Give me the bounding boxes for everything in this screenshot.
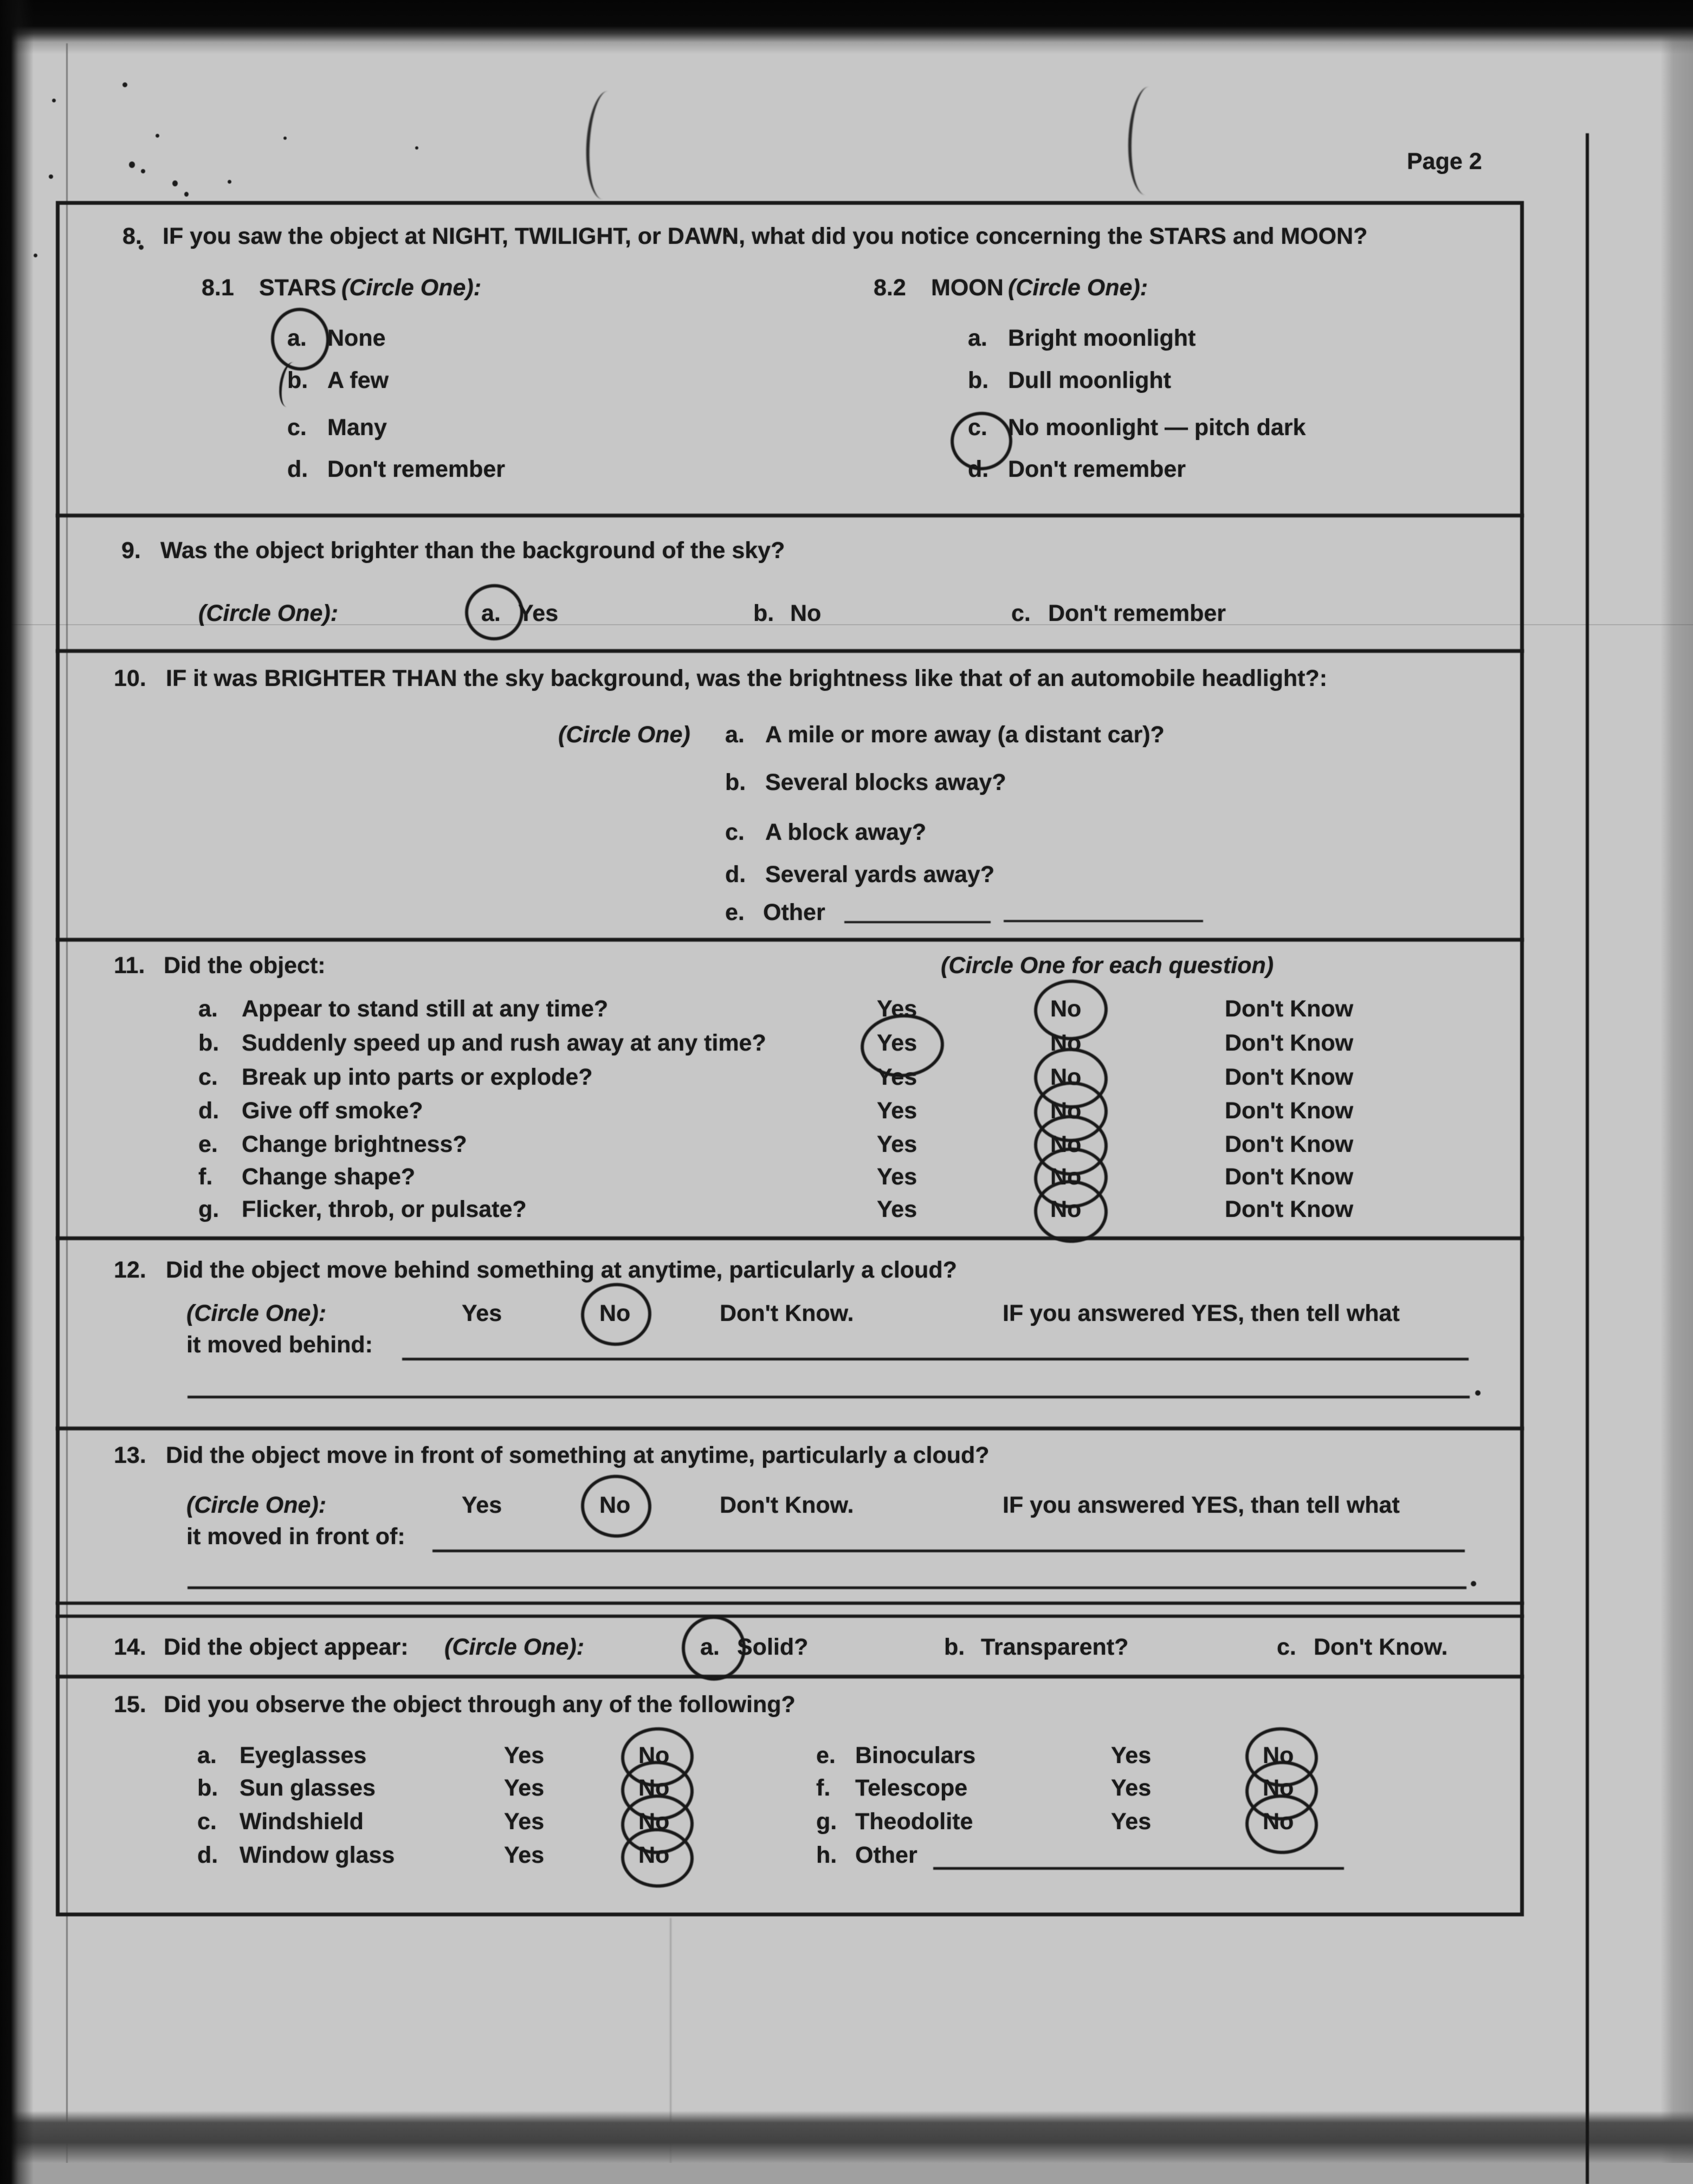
scan-bottom-band bbox=[0, 2111, 1693, 2167]
row-letter: e. bbox=[198, 1131, 218, 1157]
row-text: Give off smoke? bbox=[242, 1098, 423, 1124]
question-number: 14. bbox=[114, 1634, 146, 1660]
speck bbox=[228, 180, 231, 184]
page-number: Page 2 bbox=[1407, 148, 1482, 174]
no-option: No bbox=[638, 1809, 670, 1835]
option-letter: d. bbox=[968, 456, 989, 482]
row-text: Change brightness? bbox=[242, 1131, 467, 1157]
dont-know-option: Don't Know bbox=[1225, 1164, 1354, 1190]
sub-label: 8.2 bbox=[874, 275, 906, 301]
section-divider bbox=[56, 1427, 1524, 1430]
option-text: Don't Know. bbox=[1314, 1634, 1448, 1660]
option-letter: b. bbox=[944, 1634, 965, 1660]
section-divider bbox=[56, 1675, 1524, 1678]
row-letter: g. bbox=[816, 1809, 837, 1835]
option-text: Don't remember bbox=[327, 456, 506, 482]
option-letter: a. bbox=[700, 1634, 720, 1660]
speck bbox=[156, 134, 159, 138]
row-text: Change shape? bbox=[242, 1164, 416, 1190]
option-letter: b. bbox=[753, 600, 774, 626]
option-text: A block away? bbox=[765, 819, 927, 845]
option-letter: a. bbox=[725, 722, 745, 748]
blank-line bbox=[188, 1396, 1470, 1398]
yes-option: Yes bbox=[877, 1164, 917, 1190]
note-text: IF you answered YES, then tell what bbox=[1003, 1300, 1400, 1326]
question-text: Did the object appear: bbox=[164, 1634, 409, 1660]
lead-text: it moved in front of: bbox=[186, 1524, 405, 1550]
dont-know-option: Don't Know bbox=[1225, 1131, 1354, 1157]
yes-option: Yes bbox=[877, 1030, 917, 1056]
other-blank-line bbox=[1004, 920, 1203, 922]
question-number: 11. bbox=[114, 952, 145, 978]
row-letter: c. bbox=[198, 1064, 218, 1090]
dont-know-option: Don't Know bbox=[1225, 1030, 1354, 1056]
stray-arc-mark-left bbox=[584, 90, 627, 200]
row-text: Binoculars bbox=[855, 1742, 976, 1768]
row-text: Telescope bbox=[855, 1775, 968, 1801]
row-text: Appear to stand still at any time? bbox=[242, 996, 609, 1022]
no-option: No bbox=[1050, 996, 1082, 1022]
question-number: 9. bbox=[121, 537, 141, 563]
option-letter: d. bbox=[725, 861, 746, 887]
row-text: Window glass bbox=[240, 1842, 395, 1868]
sub-label: 8.1 bbox=[202, 275, 234, 301]
option-letter: e. bbox=[725, 899, 745, 925]
no-option: No bbox=[1050, 1131, 1082, 1157]
option-text: Don't remember bbox=[1008, 456, 1186, 482]
option-text: Bright moonlight bbox=[1008, 325, 1196, 351]
question-text: Did you observe the object through any of the following? bbox=[164, 1692, 796, 1718]
ink-dot bbox=[1475, 1390, 1481, 1396]
section-divider bbox=[56, 938, 1524, 942]
dont-know-option: Don't Know. bbox=[720, 1300, 854, 1326]
row-text: Windshield bbox=[240, 1809, 364, 1835]
no-option: No bbox=[1263, 1809, 1294, 1835]
yes-option: Yes bbox=[877, 1196, 917, 1222]
row-text: Suddenly speed up and rush away at any time? bbox=[242, 1030, 766, 1056]
question-text: Was the object brighter than the background of the sky? bbox=[160, 537, 785, 563]
option-text: Several yards away? bbox=[765, 861, 995, 887]
row-letter: b. bbox=[197, 1775, 218, 1801]
no-option: No bbox=[599, 1300, 631, 1326]
option-text: Several blocks away? bbox=[765, 769, 1006, 795]
other-blank-line bbox=[933, 1867, 1344, 1870]
section-divider bbox=[56, 1236, 1524, 1240]
speck bbox=[415, 146, 418, 150]
speck bbox=[283, 137, 287, 140]
option-letter: a. bbox=[968, 325, 987, 351]
question-text: Did the object: bbox=[164, 952, 326, 978]
option-letter: b. bbox=[725, 769, 746, 795]
yes-option: Yes bbox=[462, 1492, 502, 1518]
blank-line bbox=[188, 1586, 1466, 1589]
scan-bottom-edge bbox=[0, 2163, 1693, 2184]
no-option: No bbox=[1263, 1775, 1294, 1801]
blank-line bbox=[402, 1358, 1469, 1360]
option-text: None bbox=[327, 325, 386, 351]
no-option: No bbox=[638, 1775, 670, 1801]
speck bbox=[184, 192, 189, 197]
option-letter: d. bbox=[287, 456, 308, 482]
dont-know-option: Don't Know bbox=[1225, 996, 1354, 1022]
section-divider bbox=[56, 514, 1524, 517]
no-option: No bbox=[1050, 1164, 1082, 1190]
note-text: IF you answered YES, than tell what bbox=[1003, 1492, 1400, 1518]
circle-one-prompt: (Circle One): bbox=[341, 275, 482, 301]
circle-one-prompt: (Circle One): bbox=[198, 600, 339, 626]
option-text: A mile or more away (a distant car)? bbox=[765, 722, 1165, 748]
no-option: No bbox=[1050, 1030, 1082, 1056]
speck bbox=[129, 161, 135, 168]
yes-option: Yes bbox=[1111, 1809, 1152, 1835]
row-letter: h. bbox=[816, 1842, 837, 1868]
section-divider bbox=[56, 1602, 1524, 1605]
row-letter: d. bbox=[197, 1842, 218, 1868]
no-option: No bbox=[1263, 1742, 1294, 1768]
dont-know-option: Don't Know bbox=[1225, 1098, 1354, 1124]
no-option: No bbox=[1050, 1196, 1082, 1222]
row-letter: b. bbox=[198, 1030, 219, 1056]
section-divider bbox=[56, 1615, 1524, 1618]
option-text: No moonlight — pitch dark bbox=[1008, 414, 1306, 440]
scan-top-band bbox=[0, 0, 1693, 60]
question-text: Did the object move behind something at anytime, particularly a cloud? bbox=[166, 1257, 957, 1283]
row-text: Flicker, throb, or pulsate? bbox=[242, 1196, 527, 1222]
row-text: Other bbox=[855, 1842, 917, 1868]
row-letter: a. bbox=[198, 996, 218, 1022]
option-text: Dull moonlight bbox=[1008, 367, 1171, 393]
row-letter: d. bbox=[198, 1098, 219, 1124]
no-option: No bbox=[638, 1842, 670, 1868]
dont-know-option: Don't Know. bbox=[720, 1492, 854, 1518]
row-letter: f. bbox=[816, 1775, 831, 1801]
question-number: 15. bbox=[114, 1692, 146, 1718]
option-letter: c. bbox=[1011, 600, 1031, 626]
question-text: IF it was BRIGHTER THAN the sky background, was the brightness like that of an automobile headlight?: bbox=[166, 665, 1328, 691]
sub-title: STARS bbox=[259, 275, 337, 301]
circle-one-prompt: (Circle One) bbox=[558, 722, 690, 748]
no-option: No bbox=[1050, 1064, 1082, 1090]
row-letter: a. bbox=[197, 1742, 217, 1768]
speck bbox=[141, 169, 145, 173]
no-option: No bbox=[1050, 1098, 1082, 1124]
question-number: 13. bbox=[114, 1442, 146, 1468]
sub-title: MOON bbox=[931, 275, 1004, 301]
scan-left-edge bbox=[0, 0, 38, 2184]
question-text: IF you saw the object at NIGHT, TWILIGHT, or DAWN, what did you notice concerning the STARS and MOON? bbox=[163, 223, 1368, 249]
question-text: Did the object move in front of something at anytime, particularly a cloud? bbox=[166, 1442, 990, 1468]
option-text: Don't remember bbox=[1048, 600, 1226, 626]
yes-option: Yes bbox=[877, 1064, 917, 1090]
circle-one-prompt: (Circle One): bbox=[444, 1634, 585, 1660]
dont-know-option: Don't Know bbox=[1225, 1064, 1354, 1090]
yes-option: Yes bbox=[877, 1098, 917, 1124]
option-letter: b. bbox=[968, 367, 989, 393]
no-option: No bbox=[599, 1492, 631, 1518]
row-letter: e. bbox=[816, 1742, 836, 1768]
yes-option: Yes bbox=[504, 1842, 545, 1868]
dont-know-option: Don't Know bbox=[1225, 1196, 1354, 1222]
lead-text: it moved behind: bbox=[186, 1332, 373, 1358]
option-text: Solid? bbox=[737, 1634, 809, 1660]
paper-right-edge-line bbox=[1586, 133, 1589, 2184]
yes-option: Yes bbox=[462, 1300, 502, 1326]
other-blank-line bbox=[844, 921, 991, 923]
circle-one-prompt: (Circle One): bbox=[186, 1492, 327, 1518]
speck bbox=[49, 174, 53, 179]
option-text: Other bbox=[763, 899, 825, 925]
option-letter: c. bbox=[725, 819, 745, 845]
circle-one-prompt: (Circle One): bbox=[186, 1300, 327, 1326]
option-letter: c. bbox=[287, 414, 307, 440]
stray-arc-mark-right bbox=[1127, 86, 1168, 196]
speck bbox=[122, 82, 127, 87]
option-letter: a. bbox=[481, 600, 501, 626]
row-letter: f. bbox=[198, 1164, 213, 1190]
question-number: 10. bbox=[114, 665, 146, 691]
row-text: Sun glasses bbox=[240, 1775, 376, 1801]
row-text: Theodolite bbox=[855, 1809, 973, 1835]
no-option: No bbox=[638, 1742, 670, 1768]
section-divider bbox=[56, 649, 1524, 653]
speck bbox=[34, 254, 37, 257]
yes-option: Yes bbox=[877, 1131, 917, 1157]
option-letter: c. bbox=[1277, 1634, 1296, 1660]
option-text: No bbox=[790, 600, 822, 626]
yes-option: Yes bbox=[504, 1742, 545, 1768]
option-letter: b. bbox=[287, 367, 308, 393]
yes-option: Yes bbox=[1111, 1775, 1152, 1801]
circle-one-prompt: (Circle One): bbox=[1008, 275, 1148, 301]
yes-option: Yes bbox=[504, 1809, 545, 1835]
row-text: Break up into parts or explode? bbox=[242, 1064, 593, 1090]
ink-dot bbox=[1471, 1581, 1476, 1586]
blank-line bbox=[432, 1550, 1465, 1552]
option-letter: a. bbox=[287, 325, 307, 351]
option-text: Many bbox=[327, 414, 387, 440]
yes-option: Yes bbox=[504, 1775, 545, 1801]
option-text: A few bbox=[327, 367, 389, 393]
option-letter: c. bbox=[968, 414, 987, 440]
yes-option: Yes bbox=[1111, 1742, 1152, 1768]
speck bbox=[172, 180, 178, 186]
question-number: 8. bbox=[122, 223, 142, 249]
row-letter: g. bbox=[198, 1196, 219, 1222]
option-text: Yes bbox=[518, 600, 559, 626]
scan-right-shadow bbox=[1660, 0, 1693, 2184]
circle-one-prompt: (Circle One for each question) bbox=[941, 952, 1274, 978]
question-number: 12. bbox=[114, 1257, 146, 1283]
option-text: Transparent? bbox=[981, 1634, 1129, 1660]
row-letter: c. bbox=[197, 1809, 217, 1835]
yes-option: Yes bbox=[877, 996, 917, 1022]
row-text: Eyeglasses bbox=[240, 1742, 367, 1768]
speck bbox=[52, 99, 56, 102]
